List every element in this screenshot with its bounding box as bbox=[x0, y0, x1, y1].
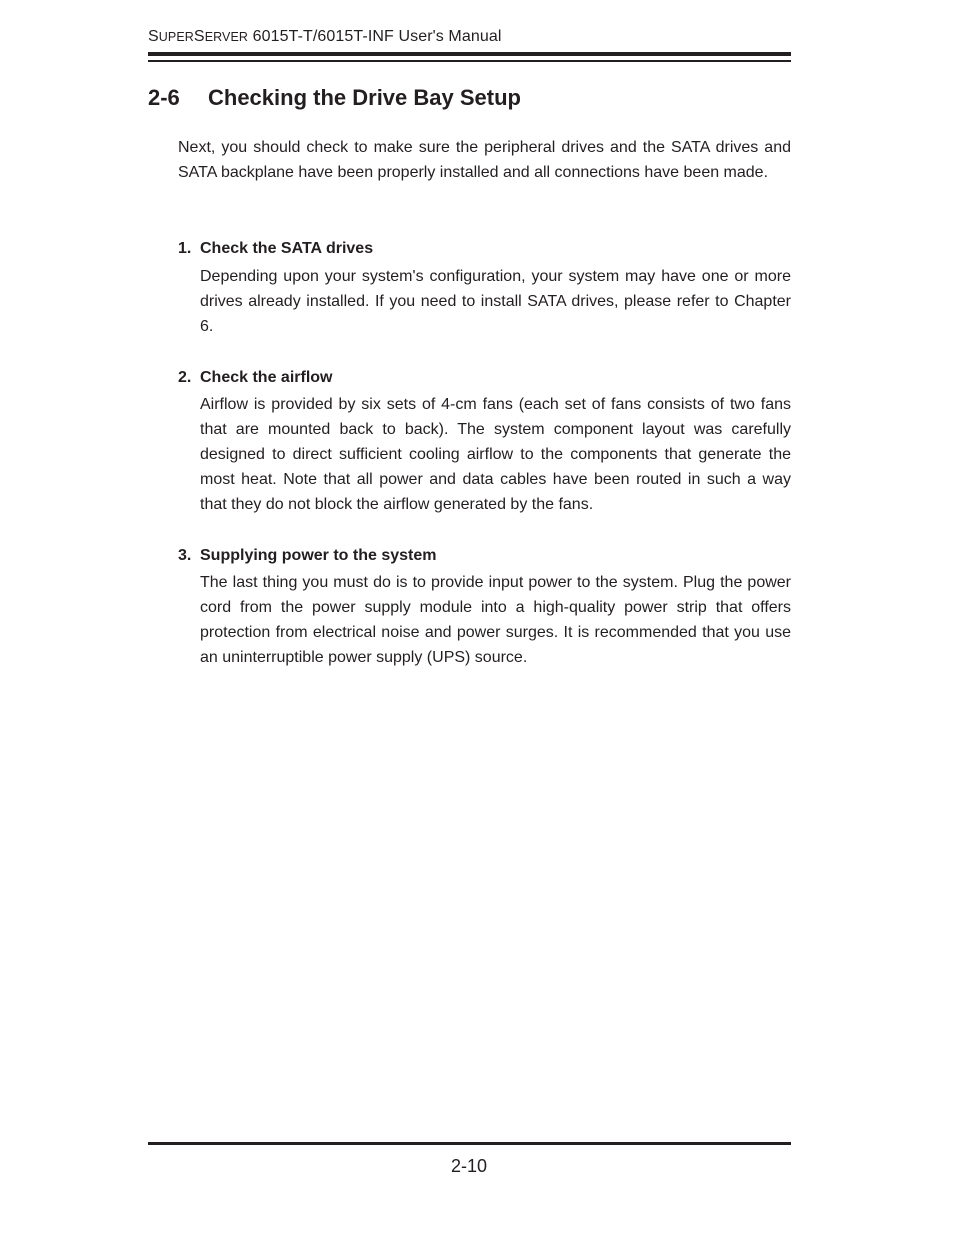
section-heading bbox=[148, 85, 521, 111]
item-2-body: Airflow is provided by six sets of 4-cm fans (each set of fans consists of two fans that are mounted back to back). The system component layout was carefully designed to direct sufficient cooling airflow to the components that generate the most heat. Note that all power and data cables have been routed in such a way that they do not block the airflow generated by the fans. bbox=[200, 396, 791, 513]
section-title: Checking the Drive Bay Setup bbox=[208, 85, 521, 110]
item-1-body: Depending upon your system's configuration, your system may have one or more drives already installed. If you need to install SATA drives, please refer to Chapter 6. bbox=[200, 268, 791, 335]
header-rule-thin bbox=[148, 60, 791, 62]
header-rule-thick bbox=[148, 52, 791, 56]
item-3-body: The last thing you must do is to provide input power to the system. Plug the power cord from the power supply module into a high-quality power strip that offers protection from electrical noise and power surges. It is recommended that you use an uninterruptible power supply (UPS) source. bbox=[200, 574, 791, 666]
header-title-rest: 6015T-T/6015T-INF User's Manual bbox=[248, 28, 502, 45]
intro-paragraph: Next, you should check to make sure the peripheral drives and the SATA drives and SATA backplane have been properly installed and all connections have been made. bbox=[178, 139, 791, 181]
item-2-number: 2. bbox=[178, 369, 192, 386]
header-cap-s1: S bbox=[148, 28, 159, 45]
header-small-uper: UPER bbox=[158, 30, 194, 44]
item-1-number: 1. bbox=[178, 240, 192, 257]
item-3-number: 3. bbox=[178, 547, 192, 564]
page-number: 2-10 bbox=[450, 1156, 488, 1176]
item-1-title: Check the SATA drives bbox=[200, 240, 374, 257]
item-2-title: Check the airflow bbox=[200, 369, 333, 386]
item-1-heading bbox=[178, 240, 373, 258]
header-small-erver: ERVER bbox=[204, 30, 249, 44]
running-header bbox=[148, 28, 502, 46]
section-number: 2-6 bbox=[148, 85, 180, 110]
item-3-title: Supplying power to the system bbox=[200, 547, 437, 564]
item-2-heading bbox=[178, 369, 332, 387]
header-cap-s2: S bbox=[193, 28, 205, 45]
footer-rule bbox=[148, 1142, 791, 1145]
item-3-heading bbox=[178, 547, 436, 565]
